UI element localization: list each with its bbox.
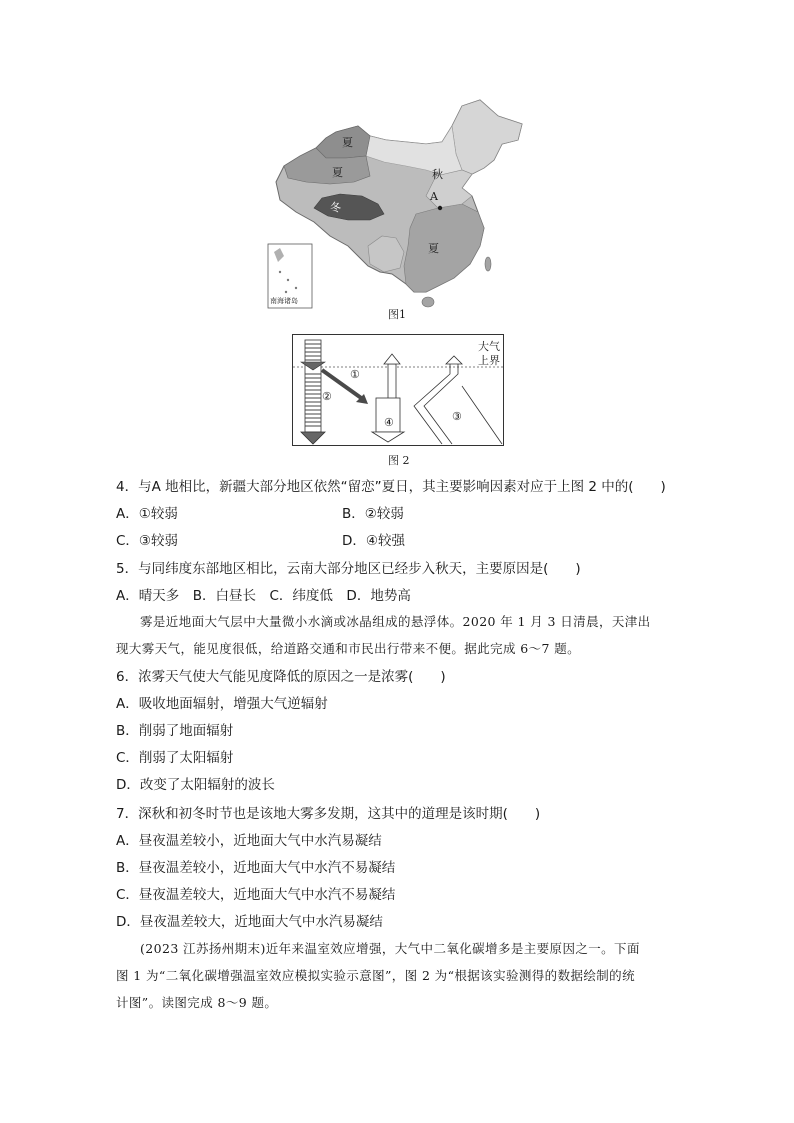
label-winter: 冬 — [330, 201, 341, 214]
question-6-option-c: C．削弱了太阳辐射 — [116, 750, 234, 766]
arrow-label-3: ③ — [452, 410, 462, 423]
passage-greenhouse-line-3: 计图”。读图完成 8～9 题。 — [116, 995, 278, 1010]
question-6-option-b: B．削弱了地面辐射 — [116, 723, 234, 739]
question-7-option-d: D．昼夜温差较大，近地面大气中水汽易凝结 — [116, 914, 383, 930]
label-summer-south: 夏 — [428, 242, 439, 255]
figure-2-diagram — [292, 334, 504, 446]
passage-greenhouse-line-1: (2023 江苏扬州期末)近年来温室效应增强，大气中二氧化碳增多是主要原因之一。下面 — [140, 941, 640, 956]
question-4-option-a: A．①较弱 — [116, 506, 178, 522]
passage-greenhouse-line-2: 图 1 为“二氧化碳增强温室效应模拟实验示意图”，图 2 为“根据该实验测得的数据绘制的统 — [116, 968, 635, 983]
china-map-graphic — [266, 96, 526, 312]
passage-fog-line-2: 现大雾天气，能见度很低，给道路交通和市民出行带来不便。据此完成 6～7 题。 — [116, 641, 581, 656]
arrow-label-4: ④ — [384, 416, 394, 429]
label-summer-north: 夏 — [342, 136, 353, 149]
question-7-option-b: B．昼夜温差较小，近地面大气中水汽不易凝结 — [116, 860, 396, 876]
question-7-option-c: C．昼夜温差较大，近地面大气中水汽不易凝结 — [116, 887, 396, 903]
atmosphere-top-label-1: 大气 — [478, 340, 500, 353]
question-7-option-a: A．昼夜温差较小，近地面大气中水汽易凝结 — [116, 833, 382, 849]
question-6-option-a: A．吸收地面辐射，增强大气逆辐射 — [116, 696, 328, 712]
figure-1-map — [266, 96, 526, 312]
atmosphere-top-label-2: 上界 — [478, 354, 500, 367]
question-6-stem: 6．浓雾天气使大气能见度降低的原因之一是浓雾( ) — [116, 669, 446, 685]
label-summer-mid: 夏 — [332, 166, 343, 179]
arrow-label-1: ① — [350, 368, 360, 381]
question-6-option-d: D．改变了太阳辐射的波长 — [116, 777, 275, 793]
question-5-options: A．晴天多 B．白昼长 C．纬度低 D．地势高 — [116, 588, 411, 604]
question-4-option-b: B．②较弱 — [342, 506, 404, 522]
label-autumn: 秋 — [432, 168, 443, 181]
question-7-stem: 7．深秋和初冬时节也是该地大雾多发期，这其中的道理是该时期( ) — [116, 806, 541, 822]
passage-fog-line-1: 雾是近地面大气层中大量微小水滴或冰晶组成的悬浮体。2020 年 1 月 3 日清晨，天津出 — [140, 614, 651, 629]
label-point-a: A — [430, 190, 438, 203]
figure-1-caption: 图1 — [388, 308, 406, 321]
inset-label: 南海诸岛 — [270, 297, 298, 305]
arrow-label-2: ② — [322, 390, 332, 403]
figure-2-caption: 图 2 — [388, 454, 410, 467]
question-4-stem: 4．与A 地相比，新疆大部分地区依然“留恋”夏日，其主要影响因素对应于上图 2 中的( ) — [116, 479, 666, 495]
question-4-option-c: C．③较弱 — [116, 533, 179, 549]
question-5-stem: 5．与同纬度东部地区相比，云南大部分地区已经步入秋天，主要原因是( ) — [116, 561, 581, 577]
question-4-option-d: D．④较强 — [342, 533, 405, 549]
